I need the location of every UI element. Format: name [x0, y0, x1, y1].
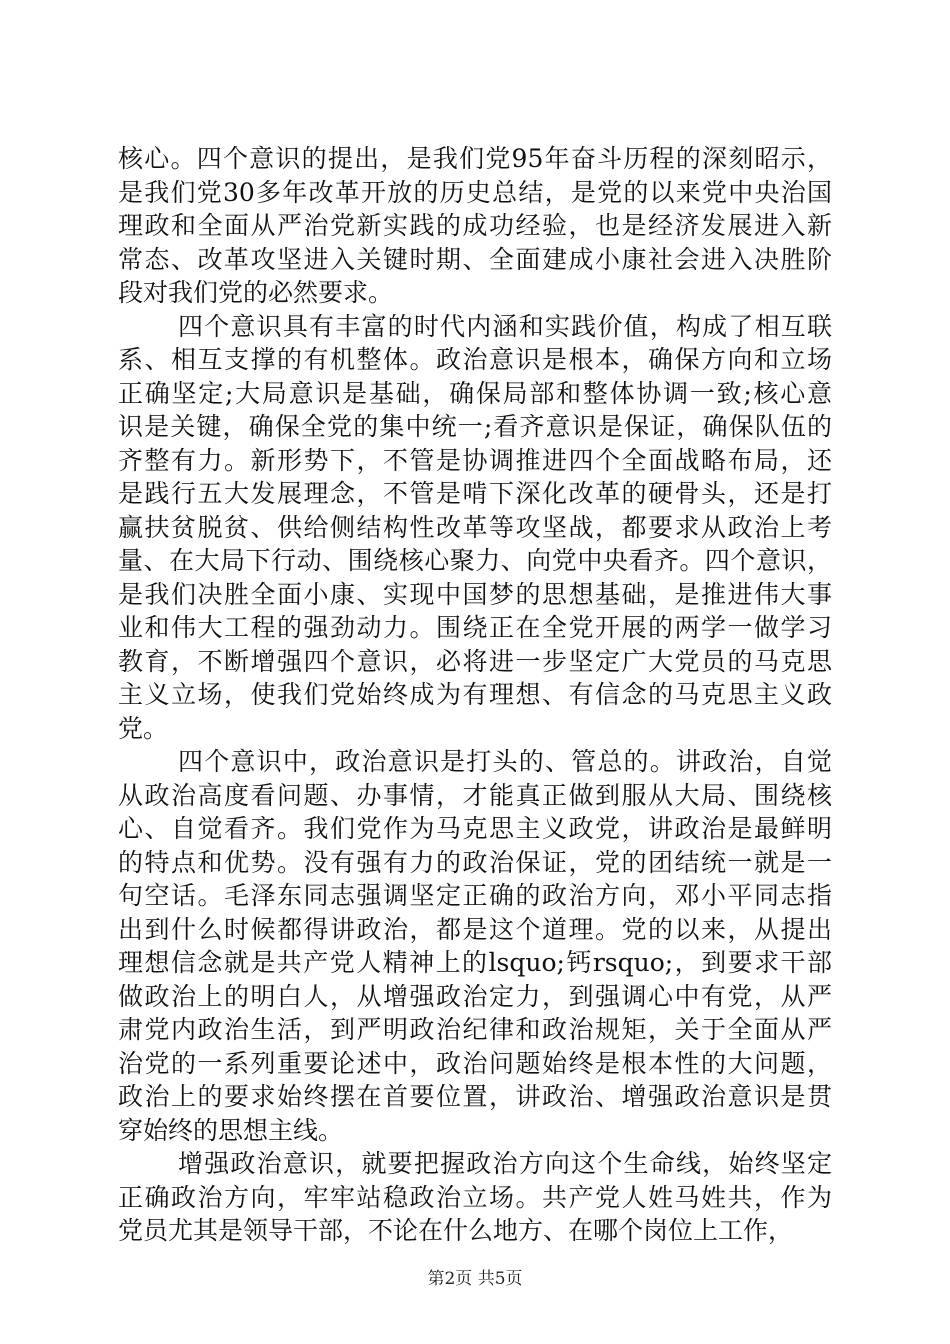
paragraph	[118, 745, 832, 1147]
text-line: 政治上的要求始终摆在首要位置，讲政治、增强政治意识是贯	[118, 1082, 832, 1111]
text-line: 是我们党30多年改革开放的历史总结，是党的以来党中央治国	[118, 177, 832, 207]
text-line: 教育，不断增强四个意识，必将进一步坚定广大党员的马克思	[118, 646, 832, 676]
text-line: 常态、改革攻坚进入关键时期、全面建成小康社会进入决胜阶	[118, 244, 832, 274]
paragraph	[118, 310, 832, 746]
text-line: 心、自觉看齐。我们党作为马克思主义政党，讲政治是最鲜明	[118, 814, 832, 843]
text-line: 穿始终的思想主线。	[118, 1115, 344, 1145]
text-line: 系、相互支撑的有机整体。政治意识是根本，确保方向和立场	[118, 345, 832, 374]
text-line: 做政治上的明白人，从增强政治定力，到强调心中有党，从严	[118, 981, 832, 1011]
text-line: 齐整有力。新形势下，不管是协调推进四个全面战略布局，还	[118, 445, 832, 475]
text-line: 正确坚定;大局意识是基础，确保局部和整体协调一致;核心意	[118, 378, 832, 408]
document-body	[118, 142, 832, 1248]
text-line: 识是关键，确保全党的集中统一;看齐意识是保证，确保队伍的	[118, 412, 832, 441]
text-line: 治党的一系列重要论述中，政治问题始终是根本性的大问题，	[118, 1048, 832, 1078]
text-line: 四个意识具有丰富的时代内涵和实践价值，构成了相互联	[178, 311, 832, 341]
text-line: 出到什么时候都得讲政治，都是这个道理。党的以来，从提出	[118, 914, 832, 944]
text-line: 是践行五大发展理念，不管是啃下深化改革的硬骨头，还是打	[118, 479, 832, 508]
text-line: 核心。四个意识的提出，是我们党95年奋斗历程的深刻昭示，	[118, 144, 832, 173]
text-line: 句空话。毛泽东同志强调坚定正确的政治方向，邓小平同志指	[118, 881, 832, 910]
text-line: 量、在大局下行动、围绕核心聚力、向党中央看齐。四个意识，	[118, 546, 832, 575]
text-line: 段对我们党的必然要求。	[118, 278, 394, 307]
text-line: 党员尤其是领导干部，不论在什么地方、在哪个岗位上工作，	[118, 1216, 794, 1245]
text-line: 赢扶贫脱贫、供给侧结构性改革等攻坚战，都要求从政治上考	[118, 512, 832, 542]
text-line: 理政和全面从严治党新实践的成功经验，也是经济发展进入新	[118, 211, 832, 240]
text-line: 肃党内政治生活，到严明政治纪律和政治规矩，关于全面从严	[118, 1015, 832, 1044]
text-line: 业和伟大工程的强劲动力。围绕正在全党开展的两学一做学习	[118, 613, 832, 642]
paragraph	[118, 142, 832, 310]
text-line: 的特点和优势。没有强有力的政治保证，党的团结统一就是一	[118, 847, 832, 877]
text-line: 从政治高度看问题、办事情，才能真正做到服从大局、围绕核	[118, 780, 832, 810]
text-line: 四个意识中，政治意识是打头的、管总的。讲政治，自觉	[178, 747, 832, 776]
page-footer: 第2页 共5页	[427, 1269, 523, 1289]
paragraph	[118, 1147, 832, 1248]
text-line: 理想信念就是共产党人精神上的lsquo;钙rsquo;，到要求干部	[118, 948, 832, 977]
text-line: 是我们决胜全面小康、实现中国梦的思想基础，是推进伟大事	[118, 579, 832, 609]
text-line: 主义立场，使我们党始终成为有理想、有信念的马克思主义政	[118, 680, 832, 709]
text-line: 正确政治方向，牢牢站稳政治立场。共产党人姓马姓共，作为	[118, 1182, 832, 1212]
text-line: 增强政治意识，就要把握政治方向这个生命线，始终坚定	[178, 1149, 832, 1178]
text-line: 党。	[118, 713, 169, 743]
